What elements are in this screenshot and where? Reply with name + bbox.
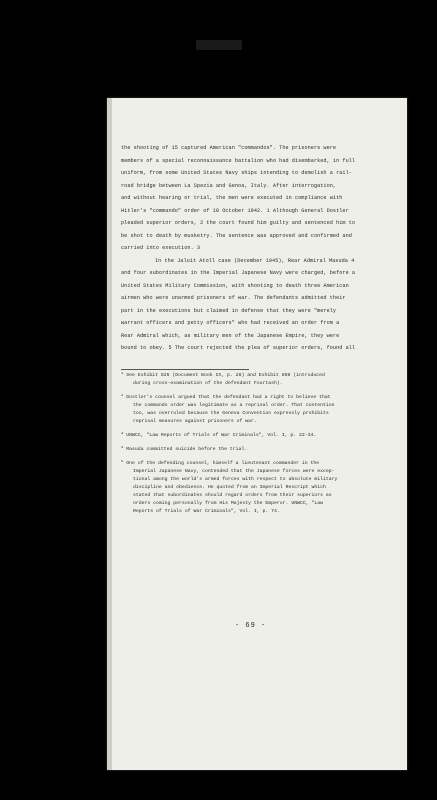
body-line: be shot to death by musketry. The sentence was approved and confirmed and (121, 232, 352, 239)
para2-line: Rear Admiral which, as military men of the Japanese Empire, they were (121, 332, 340, 339)
para2-line: In the Jaluit Atoll case (December 1945), Rear Admiral Masuda 4 (155, 257, 355, 264)
footnote: $^3$ UNWCC, "Law Reports of Trials of War Criminals", Vol. I, p. 22-34. (121, 432, 317, 438)
para2-line: part in the executions but claimed in defense that they were "merely (121, 307, 337, 314)
body-line: road bridge between La Spezia and Genoa, Italy. After interrogation, (121, 182, 337, 189)
body-line: and without hearing or trial, the men were executed in compliance with (121, 195, 343, 201)
body-text (121, 142, 393, 355)
footnote: $^2$ Dostler's counsel argued that the defendant had a right to believe that the commando order was legitimate as a reprisal order. That contention too, was overruled because the Geneva Convention expressly prohibits reprisal measures against prisoners of war. (121, 394, 335, 424)
para2-line: bound to obey. 5 The court rejected the plea of superior orders, found all (121, 345, 356, 351)
footnote-separator (121, 369, 249, 370)
header-smudge (196, 40, 242, 50)
para2-line: airmen who were unarmed prisoners of war. The defendants admitted their (121, 295, 346, 301)
body-line: members of a special reconnaissance battalion who had disembarked, in full (121, 157, 356, 164)
footnote: $^5$ One of the defending counsel, himself a lieutenant commander in the Imperial Japanese Navy, contended that the Japanese forces were excep- tional among the world's armed forces with respect to absolute military discipline and obedience. He quoted from an Imperial Rescript which stated that subordinates should regard orders from their superiors as orders coming personally from His Majesty the Emperor. UNWCC, "Law Reports of Trials of War Criminals", Vol. I, p. 74. (121, 460, 338, 514)
document-page (107, 98, 407, 770)
footnote: $^4$ Masuda committed suicide before the trial. (121, 446, 248, 452)
para2-line: warrant officers and petty officers" who had received an order from a (121, 320, 340, 326)
body-line: uniform, from some United States Navy ships intending to demolish a rail- (121, 170, 352, 176)
para2-line: United States Military Commission, with shooting to death three American (121, 282, 349, 289)
footnotes (121, 372, 396, 522)
body-line: pleaded superior orders, 2 the court found him guilty and sentenced him to (121, 220, 356, 226)
body-line: carried into execution. 3 (121, 245, 201, 251)
footnote: $^1$ See Exhibit 825 (Document Book IX, p. 28) and Exhibit 898 (introduced during cross-examination of the defendant Fourtash). (121, 372, 325, 386)
body-line: Hitler's "commando" order of 18 October 1942. 1 Although General Dostler (121, 207, 349, 214)
page-edge-shadow (107, 98, 112, 770)
para2-line: and four subordinates in the Imperial Japanese Navy were charged, before a (121, 270, 356, 276)
body-line: the shooting of 15 captured American "commandos". The prisoners were (121, 145, 337, 151)
page-number: - 69 - (235, 622, 267, 630)
